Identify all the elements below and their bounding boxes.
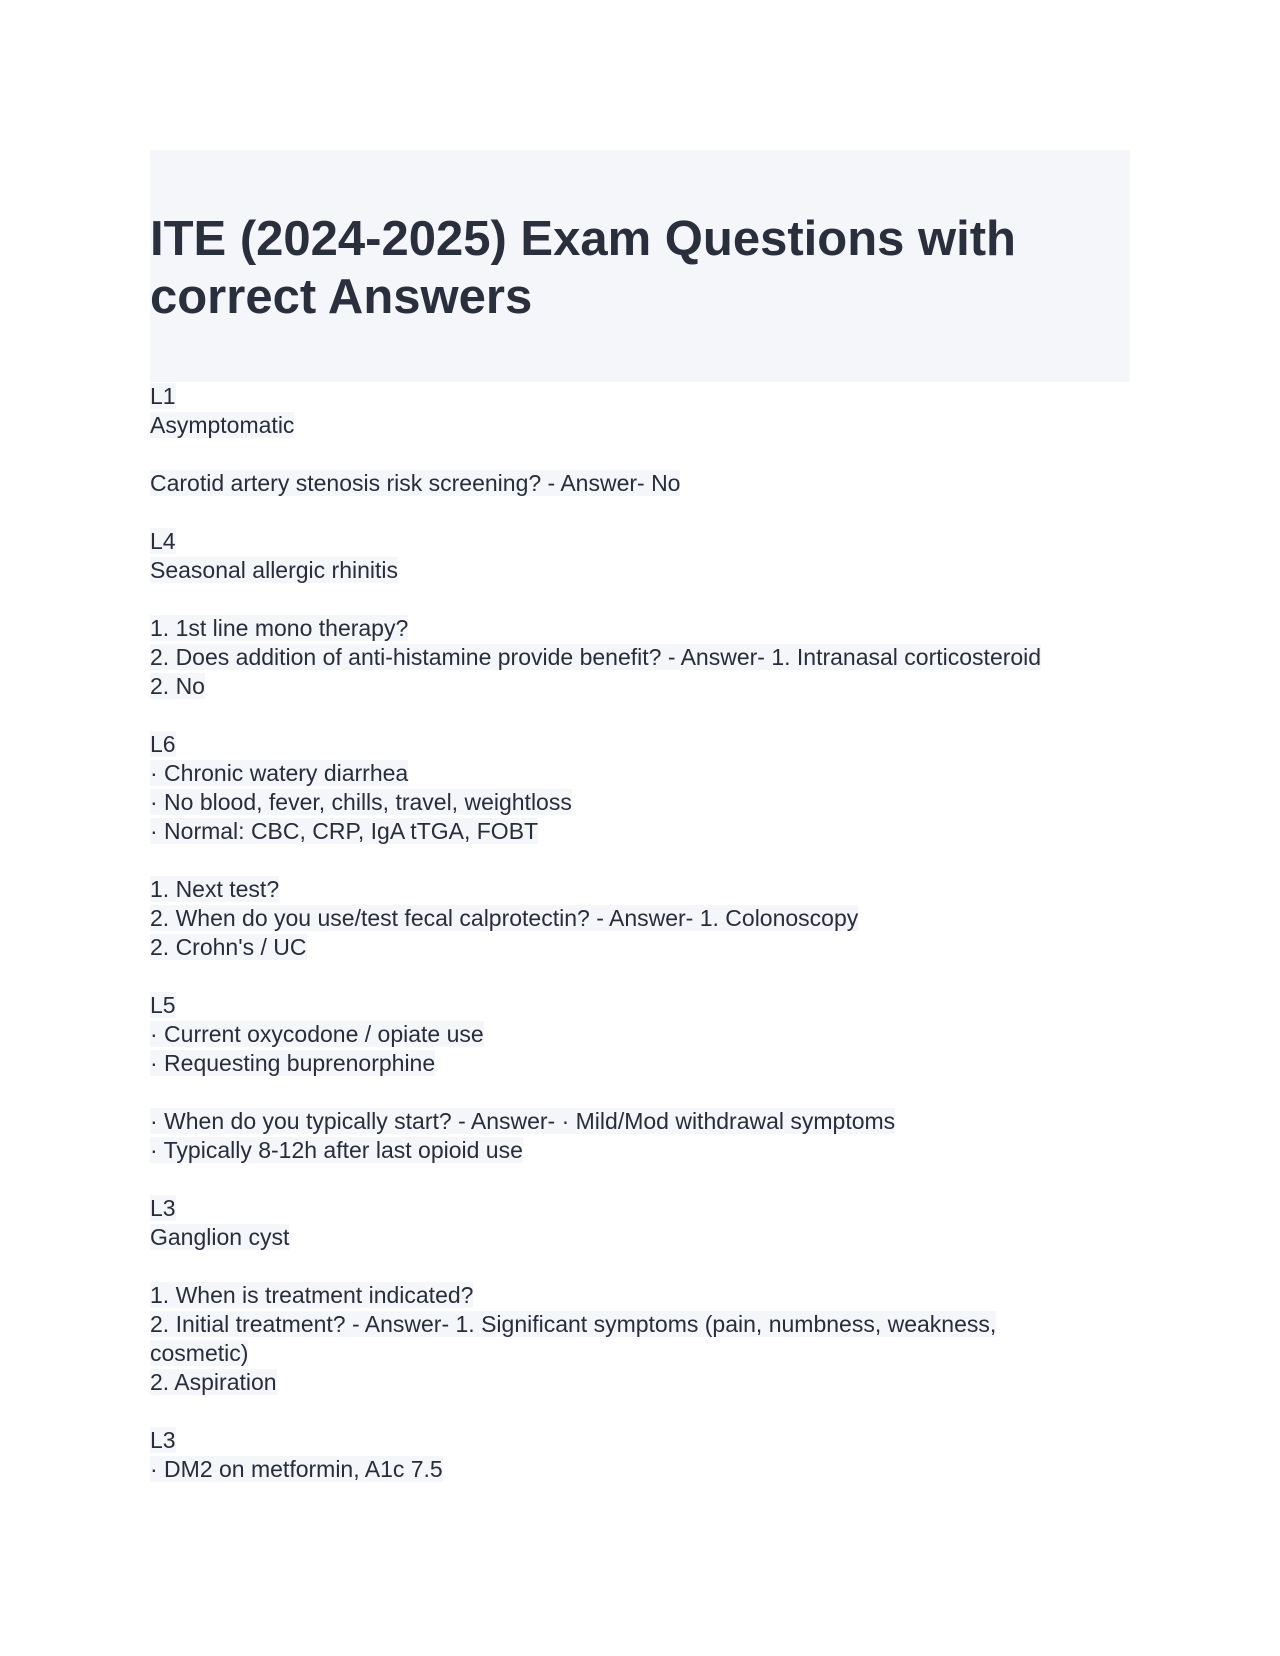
document-content (150, 382, 1130, 1484)
blank-line (150, 1397, 1130, 1426)
text-line: L3 (150, 1427, 176, 1453)
blank-line (150, 1252, 1130, 1281)
text-line: 2. Crohn's / UC (150, 934, 307, 960)
text-line: L3 (150, 1195, 176, 1221)
text-line: Asymptomatic (150, 412, 295, 438)
blank-line (150, 440, 1130, 469)
text-line: L4 (150, 528, 176, 554)
text-line: · Typically 8-12h after last opioid use (150, 1137, 523, 1163)
text-line: · Chronic watery diarrhea (150, 760, 409, 786)
blank-line (150, 585, 1130, 614)
blank-line (150, 1165, 1130, 1194)
text-line: 1. When is treatment indicated? (150, 1282, 474, 1308)
text-line: · Normal: CBC, CRP, IgA tTGA, FOBT (150, 818, 539, 844)
blank-line (150, 1078, 1130, 1107)
document-page (150, 150, 1130, 1484)
blank-line (150, 846, 1130, 875)
blank-line (150, 498, 1130, 527)
text-line: 1. 1st line mono therapy? (150, 615, 409, 641)
text-line: 2. Does addition of anti-histamine provide benefit? - Answer- 1. Intranasal corticosteroid (150, 644, 1042, 670)
text-line: 1. Next test? (150, 876, 280, 902)
text-line: · When do you typically start? - Answer- · Mild/Mod withdrawal symptoms (150, 1108, 896, 1134)
text-line: · Requesting buprenorphine (150, 1050, 436, 1076)
text-line: cosmetic) (150, 1340, 249, 1366)
text-line: L1 (150, 383, 176, 409)
text-line: Carotid artery stenosis risk screening? - Answer- No (150, 470, 681, 496)
text-line: 2. Initial treatment? - Answer- 1. Significant symptoms (pain, numbness, weakness, (150, 1311, 997, 1337)
text-line: 2. No (150, 673, 205, 699)
document-title: ITE (2024-2025) Exam Questions with correct Answers (150, 212, 1016, 324)
blank-line (150, 701, 1130, 730)
text-line: · No blood, fever, chills, travel, weightloss (150, 789, 572, 815)
text-line: L5 (150, 992, 176, 1018)
text-line: 2. When do you use/test fecal calprotectin? - Answer- 1. Colonoscopy (150, 905, 859, 931)
text-line: Seasonal allergic rhinitis (150, 557, 399, 583)
text-line: · Current oxycodone / opiate use (150, 1021, 484, 1047)
text-line: L6 (150, 731, 176, 757)
text-line: Ganglion cyst (150, 1224, 290, 1250)
text-line: · DM2 on metformin, A1c 7.5 (150, 1456, 443, 1482)
title-block (150, 150, 1130, 382)
blank-line (150, 962, 1130, 991)
text-line: 2. Aspiration (150, 1369, 277, 1395)
